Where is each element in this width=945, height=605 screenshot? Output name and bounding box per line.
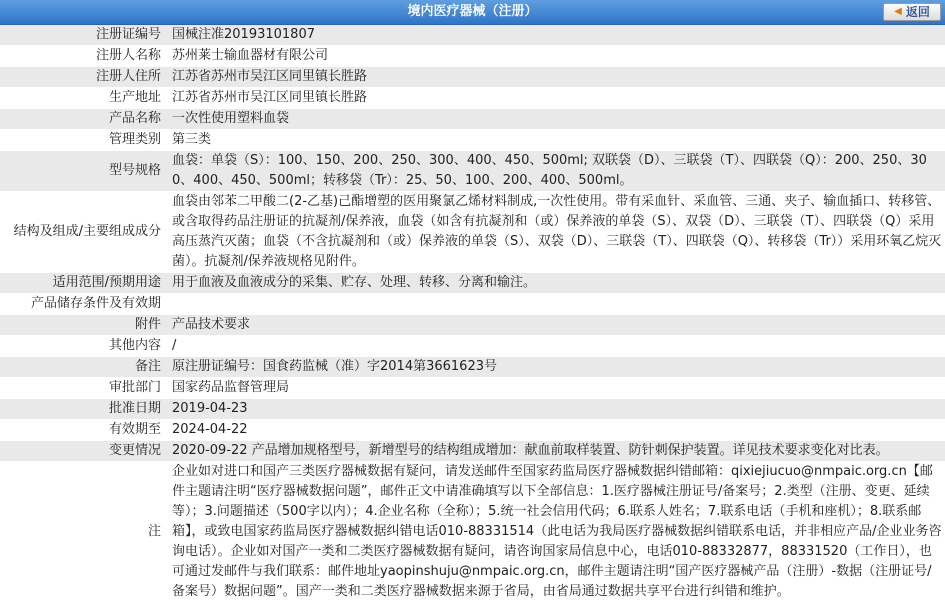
row-label: 注册证编号 [0, 25, 167, 46]
row-label: 适用范围/预期用途 [0, 273, 167, 294]
row-label: 注册人名称 [0, 46, 167, 67]
row-value: 产品技术要求 [167, 315, 945, 336]
row-value: 第三类 [167, 130, 945, 151]
row-value: 江苏省苏州市吴江区同里镇长胜路 [167, 67, 945, 88]
row-value: 2024-04-22 [167, 420, 945, 441]
row-label: 注册人住所 [0, 67, 167, 88]
row-label: 批准日期 [0, 399, 167, 420]
back-button-label: 返回 [905, 5, 930, 19]
row-value: 国家药品监督管理局 [167, 378, 945, 399]
table-row [0, 130, 945, 151]
row-label: 生产地址 [0, 88, 167, 109]
row-label: 有效期至 [0, 420, 167, 441]
table-row [0, 273, 945, 294]
row-value: 血袋：单袋（S）：100、150、200、250、300、400、450、500ml; 双联袋（D）、三联袋（T）、四联袋（Q）：200、250、300、400、450、500ml；转移袋（Tr）：25、50、100、200、400、500ml。 [167, 151, 945, 192]
row-label: 结构及组成/主要组成成分 [0, 192, 167, 273]
row-value: 血袋由邻苯二甲酸二(2-乙基)己酯增塑的医用聚氯乙烯材料制成,一次性使用。带有采血针、采血管、三通、夹子、输血插口、转移管、或含取得药品注册证的抗凝剂/保养液，血袋（如含有抗凝剂和（或）保养液的单袋（S）、双袋（D）、三联袋（T）、四联袋（Q）采用高压蒸汽灭菌；血袋（不含抗凝剂和（或）保养液的单袋（S）、双袋（D）、三联袋（T）、四联袋（Q）、转移袋（Tr））采用环氧乙烷灭菌）。抗凝剂/保养液规格见附件。 [167, 192, 945, 273]
row-label: 附件 [0, 315, 167, 336]
row-label: 变更情况 [0, 441, 167, 462]
table-row [0, 441, 945, 462]
row-label: 型号规格 [0, 151, 167, 192]
row-value: 2019-04-23 [167, 399, 945, 420]
row-value: 2020-09-22 产品增加规格型号，新增型号的结构组成增加：献血前取样装置、防针刺保护装置。详见技术要求变化对比表。 [167, 441, 945, 462]
table-row [0, 294, 945, 315]
title-bar [0, 0, 945, 25]
table-row [0, 46, 945, 67]
detail-table [0, 25, 945, 603]
row-label: 审批部门 [0, 378, 167, 399]
table-row [0, 462, 945, 603]
table-row [0, 315, 945, 336]
row-value: 国械注准20193101807 [167, 25, 945, 46]
table-row [0, 399, 945, 420]
table-row [0, 336, 945, 357]
table-row [0, 25, 945, 46]
table-row [0, 420, 945, 441]
table-row [0, 109, 945, 130]
row-label: 产品名称 [0, 109, 167, 130]
row-value: 江苏省苏州市吴江区同里镇长胜路 [167, 88, 945, 109]
row-label: 产品储存条件及有效期 [0, 294, 167, 315]
back-button[interactable] [883, 3, 941, 21]
row-value: 一次性使用塑料血袋 [167, 109, 945, 130]
row-label: 管理类别 [0, 130, 167, 151]
table-row [0, 151, 945, 192]
table-row [0, 357, 945, 378]
row-value: 苏州莱士输血器材有限公司 [167, 46, 945, 67]
arrow-left-icon: ◀ [894, 6, 902, 17]
row-value: / [167, 336, 945, 357]
page-title: 境内医疗器械（注册） [407, 4, 538, 19]
row-value: 用于血液及血液成分的采集、贮存、处理、转移、分离和输注。 [167, 273, 945, 294]
row-value: 企业如对进口和国产三类医疗器械数据有疑问，请发送邮件至国家药监局医疗器械数据纠错邮箱：qixiejiucuo@nmpaic.org.cn【邮件主题请注明“医疗器械数据问题”，邮件正文中请准确填写以下全部信息：1.医疗器械注册证号/备案号；2.类型（注册、变更、延续等）；3.问题描述（500字以内）；4.企业名称（全称）；5.统一社会信用代码；6.联系人姓名；7.联系电话（手机和座机）；8.联系邮箱】，或致电国家药监局医疗器械数据纠错电话010-88331514（此电话为我局医疗器械数据纠错联系电话，并非相应产品/企业业务咨询电话）。企业如对国产一类和二类医疗器械数据有疑问，请咨询国家局信息中心，电话010-88332877，88331520（工作日），也可通过发邮件与我们联系：邮件地址yaopinshuju@nmpaic.org.cn，邮件主题请注明“国产医疗器械产品（注册）-数据（注册证号/备案号）数据问题”。国产一类和二类医疗器械数据来源于省局，由省局通过数据共享平台进行纠错和维护。 [167, 462, 945, 603]
row-label: 备注 [0, 357, 167, 378]
row-label: 其他内容 [0, 336, 167, 357]
table-row [0, 192, 945, 273]
row-label: 注 [0, 462, 167, 603]
table-row [0, 88, 945, 109]
row-value [167, 294, 945, 315]
table-row [0, 378, 945, 399]
row-value: 原注册证编号：国食药监械（准）字2014第3661623号 [167, 357, 945, 378]
table-row [0, 67, 945, 88]
